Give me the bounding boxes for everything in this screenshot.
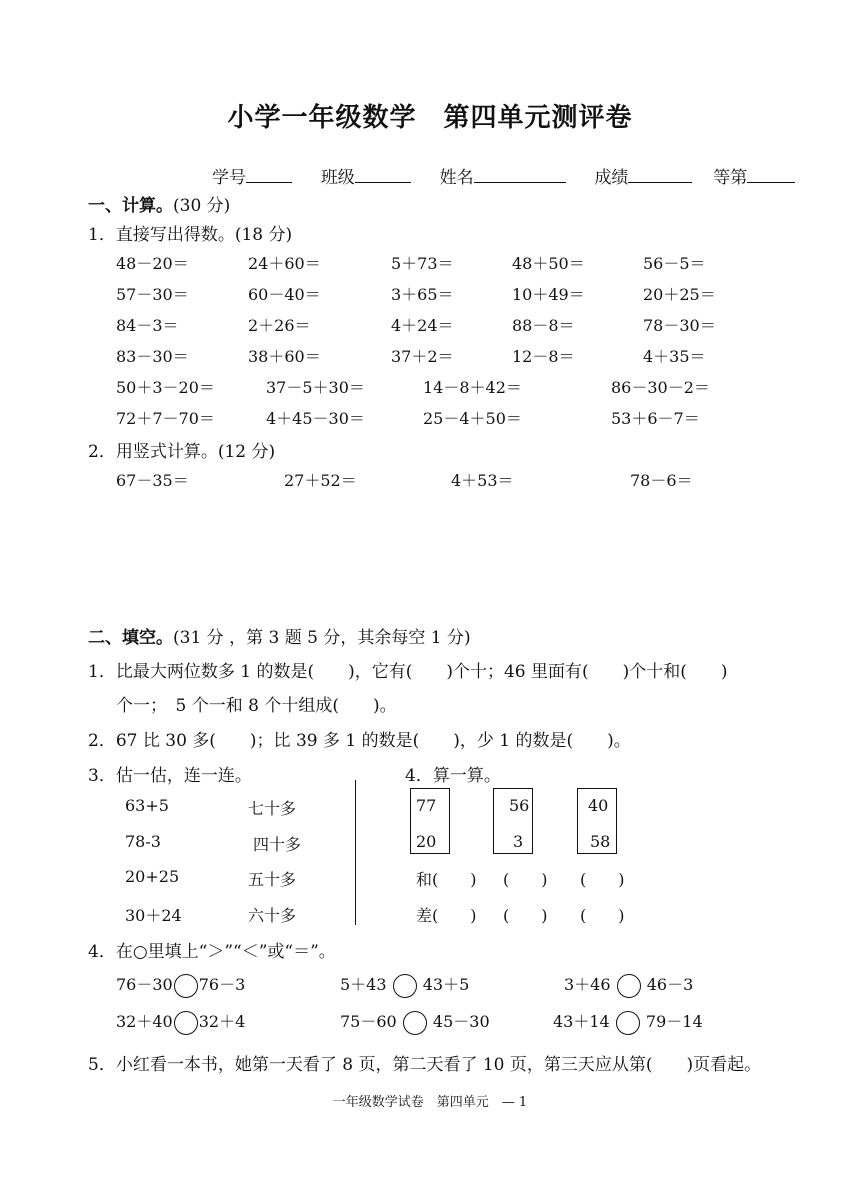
section1-heading [88,191,230,216]
diff-blank[interactable]: ( ) [503,906,548,925]
calc-item: 83－30＝ [116,347,189,366]
score-blank[interactable] [628,166,692,183]
calc-item: 14－8＋42＝ [423,378,522,397]
fill-q5: 5．小红看一本书，她第一天看了 8 页，第二天看了 10 页，第三天应从第( )页看起。 [88,1055,762,1075]
compare-item [340,972,469,998]
compare-left: 3＋46 [564,975,611,994]
diff-blank[interactable]: ( ) [580,906,625,925]
compare-right: 46－3 [646,975,694,994]
class-label: 班级 [320,168,355,188]
estimate-expr: 20+25 [125,867,180,886]
box-bottom-number: 20 [416,832,437,851]
calc-item: 60－40＝ [248,285,321,304]
calc-item: 24＋60＝ [248,254,321,273]
calc-item: 5＋73＝ [391,254,454,273]
compare-item [116,1009,245,1035]
grade-label: 等第 [713,168,748,188]
compare-right: 32＋4 [198,1012,246,1031]
calc-item: 2＋26＝ [248,316,311,335]
vertical-calc-item: 78－6＝ [630,471,693,490]
box-top-number: 40 [588,796,609,815]
student-id-blank[interactable] [246,166,292,183]
compare-item [553,1009,703,1035]
compare-left: 32＋40 [116,1012,173,1031]
student-id-label: 学号 [212,168,246,188]
calc-item: 4＋35＝ [643,347,706,366]
grade-blank[interactable] [747,166,795,183]
compare-item [564,972,693,998]
section2-heading [88,623,471,648]
compare-right: 76－3 [198,975,246,994]
compute-label: 4．算一算。 [405,766,501,786]
compare-right: 43＋5 [422,975,470,994]
page-footer: 一年级数学试卷 第四单元 — 1 [332,1095,528,1110]
section2-title: 二、填空。 [88,628,173,648]
vertical-calc-item: 67－35＝ [116,471,189,490]
compare-left: 5＋43 [340,975,387,994]
calc-item: 20＋25＝ [643,285,716,304]
calc-item: 88－8＝ [512,316,575,335]
calc-item: 12－8＝ [512,347,575,366]
box-top-number: 77 [416,796,437,815]
compare-right: 79－14 [645,1012,703,1031]
estimate-expr: 78-3 [125,832,161,851]
class-blank[interactable] [355,166,411,183]
estimate-expr: 63+5 [125,796,169,815]
fill-q1-line2: 个一； 5 个一和 8 个十组成( )。 [116,696,397,716]
calc-item: 4＋45－30＝ [266,409,365,428]
calc-item: 48＋50＝ [512,254,585,273]
name-label: 姓名 [439,168,474,188]
box-bottom-number: 58 [590,832,611,851]
compare-circle[interactable] [174,1011,198,1035]
calc-item: 72＋7－70＝ [116,409,215,428]
calc-item: 48－20＝ [116,254,189,273]
name-blank[interactable] [474,166,566,183]
fill-q2: 2．67 比 30 多( )；比 39 多 1 的数是( )，少 1 的数是( )。 [88,731,631,751]
calc-item: 38＋60＝ [248,347,321,366]
calc-item: 10＋49＝ [512,285,585,304]
calc-item: 50＋3－20＝ [116,378,215,397]
q2-label: 2．用竖式计算。(12 分) [88,442,276,462]
vertical-calc-item: 27＋52＝ [284,471,357,490]
box-bottom-number: 3 [513,832,524,851]
calc-item: 37＋2＝ [391,347,454,366]
score-label: 成绩 [594,168,629,188]
calc-item: 56－5＝ [643,254,706,273]
section1-title: 一、计算。 [88,196,173,216]
diff-blank[interactable]: 差( ) [416,906,477,925]
column-divider [355,780,356,925]
calc-item: 53＋6－7＝ [611,409,700,428]
q1-label: 1．直接写出得数。(18 分) [88,225,293,245]
estimate-range: 六十多 [248,906,297,925]
compare-circle[interactable] [616,1011,640,1035]
sum-blank[interactable]: 和( ) [416,870,477,889]
calc-item: 84－3＝ [116,316,179,335]
sum-blank[interactable]: ( ) [580,870,625,889]
estimate-range: 七十多 [248,799,297,818]
estimate-range: 四十多 [253,835,302,854]
compare-circle[interactable] [403,1011,427,1035]
section2-points: (31 分 ，第 3 题 5 分，其余每空 1 分) [173,628,471,648]
calc-item: 86－30－2＝ [611,378,710,397]
fill-q3-label: 3．估一估，连一连。 [88,766,252,786]
student-info [212,163,795,188]
calc-item: 37－5＋30＝ [266,378,365,397]
compare-label: 4．在○里填上“＞”“＜”或“＝”。 [88,942,336,962]
fill-q1-line1: 1．比最大两位数多 1 的数是( )，它有( )个十；46 里面有( )个十和( ) [88,662,728,682]
calc-item: 78－30＝ [643,316,716,335]
compare-left: 43＋14 [553,1012,610,1031]
calc-item: 57－30＝ [116,285,189,304]
calc-item: 25－4＋50＝ [423,409,522,428]
compare-circle[interactable] [393,974,417,998]
compare-circle[interactable] [174,974,198,998]
box-top-number: 56 [509,796,530,815]
calc-item: 4＋24＝ [391,316,454,335]
compare-item [340,1009,490,1035]
vertical-calc-item: 4＋53＝ [451,471,514,490]
compare-left: 76－30 [116,975,173,994]
page-title: 小学一年级数学 第四单元测评卷 [227,103,633,133]
estimate-range: 五十多 [248,870,297,889]
compare-left: 75－60 [340,1012,397,1031]
compare-right: 45－30 [432,1012,490,1031]
compare-circle[interactable] [617,974,641,998]
calc-item: 3＋65＝ [391,285,454,304]
section1-points: (30 分) [173,196,231,216]
compare-item [116,972,245,998]
sum-blank[interactable]: ( ) [503,870,548,889]
estimate-expr: 30＋24 [125,906,182,925]
